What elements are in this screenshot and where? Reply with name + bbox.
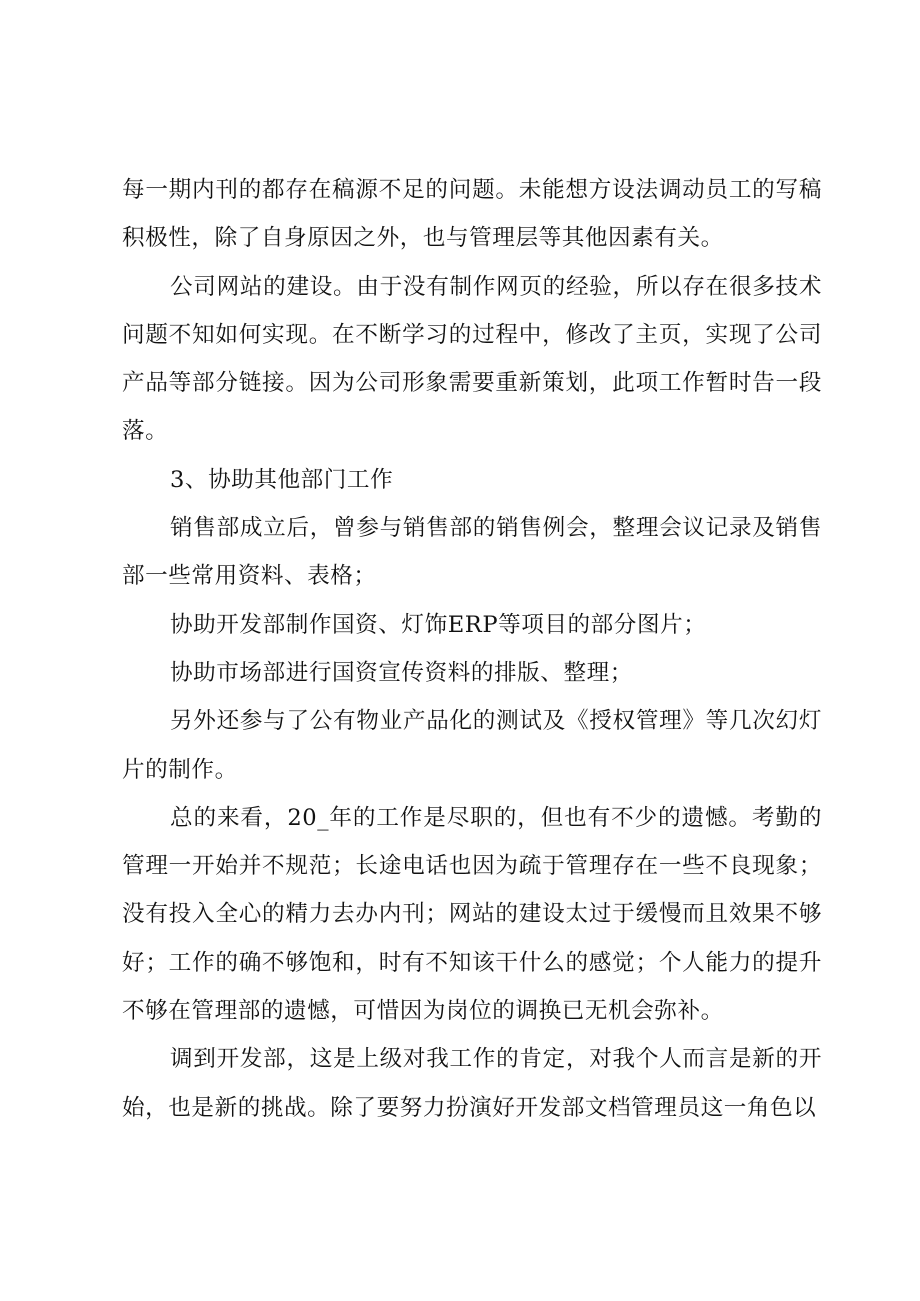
paragraph-sales: 销售部成立后，曾参与销售部的销售例会，整理会议记录及销售部一些常用资料、表格； <box>122 515 822 590</box>
paragraph-website: 公司网站的建设。由于没有制作网页的经验，所以存在很多技术问题不知如何实现。在不断学习的过程中，修改了主页，实现了公司产品等部分链接。因为公司形象需要重新策划，此项工作暂时告一段落。 <box>122 273 822 445</box>
paragraph-continuation: 每一期内刊的都存在稿源不足的问题。未能想方设法调动员工的写稿积极性，除了自身原因之外，也与管理层等其他因素有关。 <box>122 177 822 252</box>
paragraph-market-support: 协助市场部进行国资宣传资料的排版、整理； <box>170 659 633 686</box>
paragraph-summary: 总的来看，20_年的工作是尽职的，但也有不少的遗憾。考勤的管理一开始并不规范；长途电话也因为疏于管理存在一些不良现象；没有投入全心的精力去办内刊；网站的建设太过于缓慢而且效果不够好；工作的确不够饱和，时有不知该干什么的感觉；个人能力的提升不够在管理部的遗憾，可惜因为岗位的调换已无机会弥补。 <box>122 804 822 1025</box>
paragraph-transfer: 调到开发部，这是上级对我工作的肯定，对我个人而言是新的开始，也是新的挑战。除了要努力扮演好开发部文档管理员这一角色以 <box>122 1046 822 1121</box>
document-body <box>122 166 822 1132</box>
section-heading: 3、协助其他部门工作 <box>170 466 394 493</box>
paragraph-dev-support: 协助开发部制作国资、灯饰ERP等项目的部分图片； <box>170 611 707 638</box>
paragraph-other-work: 另外还参与了公有物业产品化的测试及《授权管理》等几次幻灯片的制作。 <box>122 708 822 783</box>
